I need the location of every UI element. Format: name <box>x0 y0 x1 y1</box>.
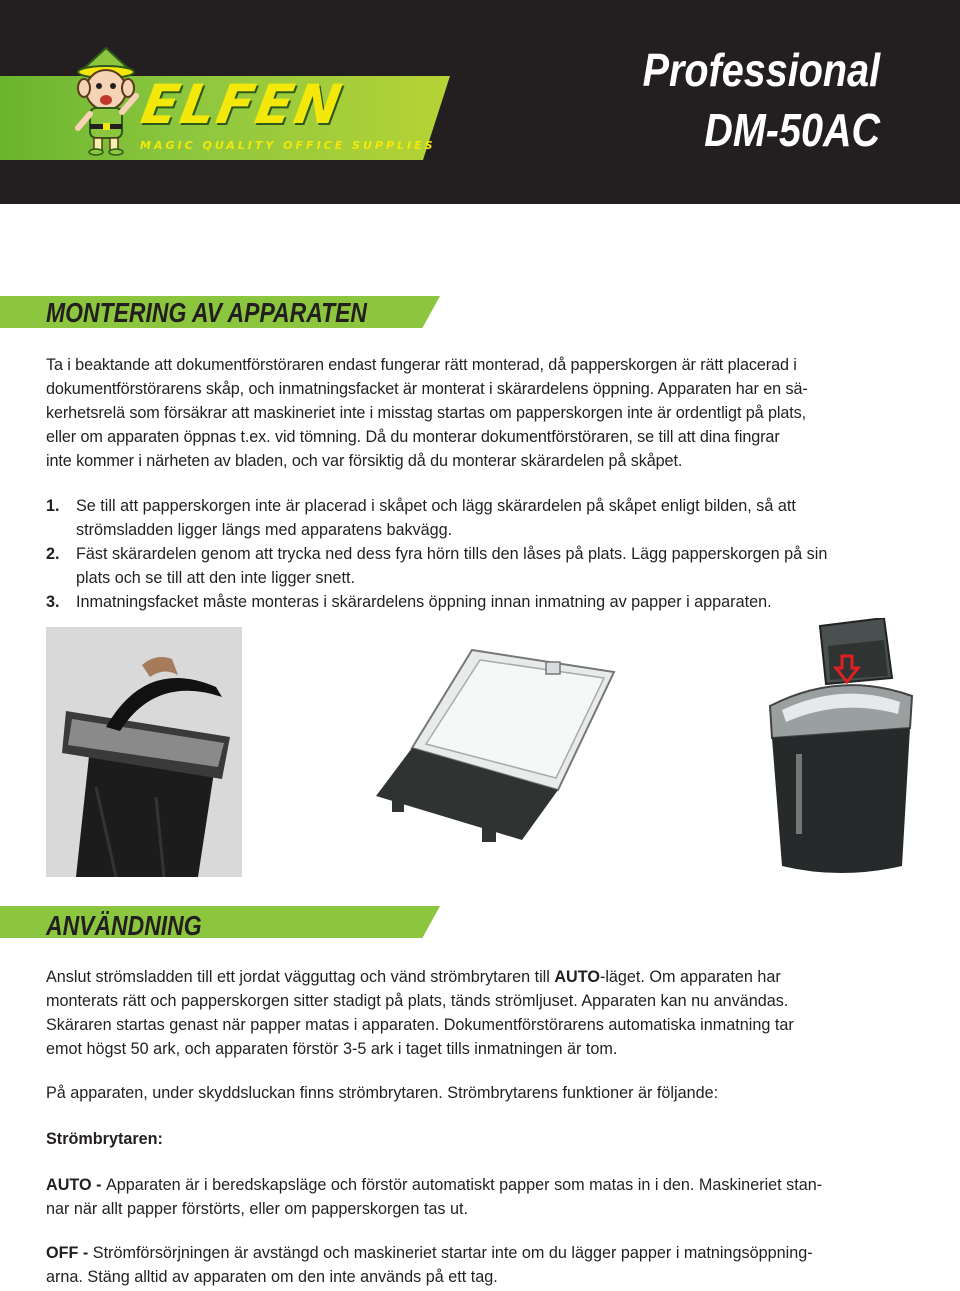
cutting-head-image <box>372 648 618 844</box>
product-line: Professional <box>642 44 880 96</box>
auto-label: AUTO - <box>46 1176 106 1194</box>
paragraph-line <box>46 1241 918 1265</box>
text-run: Anslut strömsladden till ett jordat vägguttag och vänd strömbrytaren till <box>46 968 555 986</box>
step-number: 3. <box>46 593 60 611</box>
wastebasket-photo <box>46 627 242 877</box>
paragraph-line: På apparaten, under skyddsluckan finns strömbrytaren. Strömbrytarens funktioner är följande: <box>46 1084 719 1102</box>
paragraph-line: nar när allt papper förstörts, eller om papperskorgen tas ut. <box>46 1200 468 1218</box>
elf-mascot-icon <box>66 44 144 156</box>
intro-line: inte kommer i närheten av bladen, och var försiktig då du monterar skärardelen på skåpet. <box>46 452 683 470</box>
product-title <box>643 40 880 160</box>
section-title-montering: MONTERING AV APPARATEN <box>46 297 368 328</box>
paragraph-line <box>46 965 918 989</box>
brand-logo-text: ELFEN <box>136 73 348 136</box>
step-item <box>46 590 918 614</box>
brand-tagline: MAGIC QUALITY OFFICE SUPPLIES <box>140 139 436 152</box>
auto-description <box>46 1173 918 1221</box>
paragraph-line: arna. Stäng alltid av apparaten om den inte används på ett tag. <box>46 1268 498 1286</box>
montering-steps <box>46 494 918 614</box>
step-item <box>46 542 918 590</box>
text-run: Apparaten är i beredskapsläge och förstör automatiskt papper som matas in i den. Maskineriet stan- <box>105 1176 823 1194</box>
step-item <box>46 494 918 542</box>
shredder-image <box>766 618 916 880</box>
montering-intro <box>46 353 918 473</box>
section-title-anvandning: ANVÄNDNING <box>46 910 202 941</box>
step-text: plats och se till att den inte ligger snett. <box>76 569 355 587</box>
intro-line: kerhetsrelä som försäkrar att maskineriet inte i misstag startas om papperskorgen inte är ordentligt på plats, <box>46 404 807 422</box>
step-text: strömsladden ligger längs med apparatens bakvägg. <box>76 521 453 539</box>
step-text: Se till att papperskorgen inte är placerad i skåpet och lägg skärardelen på skåpet enligt bilden, så att <box>76 497 796 515</box>
step-text: Inmatningsfacket måste monteras i skärardelens öppning innan inmatning av papper i apparaten. <box>76 593 772 611</box>
step-text: Fäst skärardelen genom att trycka ned dess fyra hörn tills den låses på plats. Lägg papperskorgen på sin <box>76 545 828 563</box>
anvandning-paragraph <box>46 965 918 1061</box>
off-description <box>46 1241 918 1289</box>
intro-line: eller om apparaten öppnas t.ex. vid tömning. Då du monterar dokumentförstöraren, se till att dina fingrar <box>46 428 780 446</box>
auto-mode-label: AUTO <box>554 968 600 986</box>
paragraph-line: emot högst 50 ark, och apparaten förstör 3-5 ark i taget tills inmatningen är tom. <box>46 1040 618 1058</box>
paragraph-line: monterats rätt och papperskorgen sitter stadigt på plats, tänds strömljuset. Apparaten kan nu användas. <box>46 992 789 1010</box>
step-number: 1. <box>46 497 60 515</box>
off-label: OFF - <box>46 1244 93 1262</box>
text-run: -läget. Om apparaten har <box>599 968 781 986</box>
intro-line: dokumentförstörarens skåp, och inmatningsfacket är monterat i skärardelens öppning. Apparaten har en sä- <box>46 380 808 398</box>
step-number: 2. <box>46 545 60 563</box>
paragraph-line <box>46 1173 918 1197</box>
intro-line: Ta i beaktande att dokumentförstöraren endast fungerar rätt monterad, då papperskorgen är rätt placerad i <box>46 356 797 374</box>
text-run: Strömförsörjningen är avstängd och maskineriet startar inte om du lägger papper i matningsöppning- <box>92 1244 813 1262</box>
product-model: DM-50AC <box>704 104 880 156</box>
switch-intro <box>46 1081 918 1105</box>
paragraph-line: Skäraren startas genast när papper matas i apparaten. Dokumentförstörarens automatiska inmatning tar <box>46 1016 794 1034</box>
switch-heading: Strömbrytaren: <box>46 1130 163 1148</box>
